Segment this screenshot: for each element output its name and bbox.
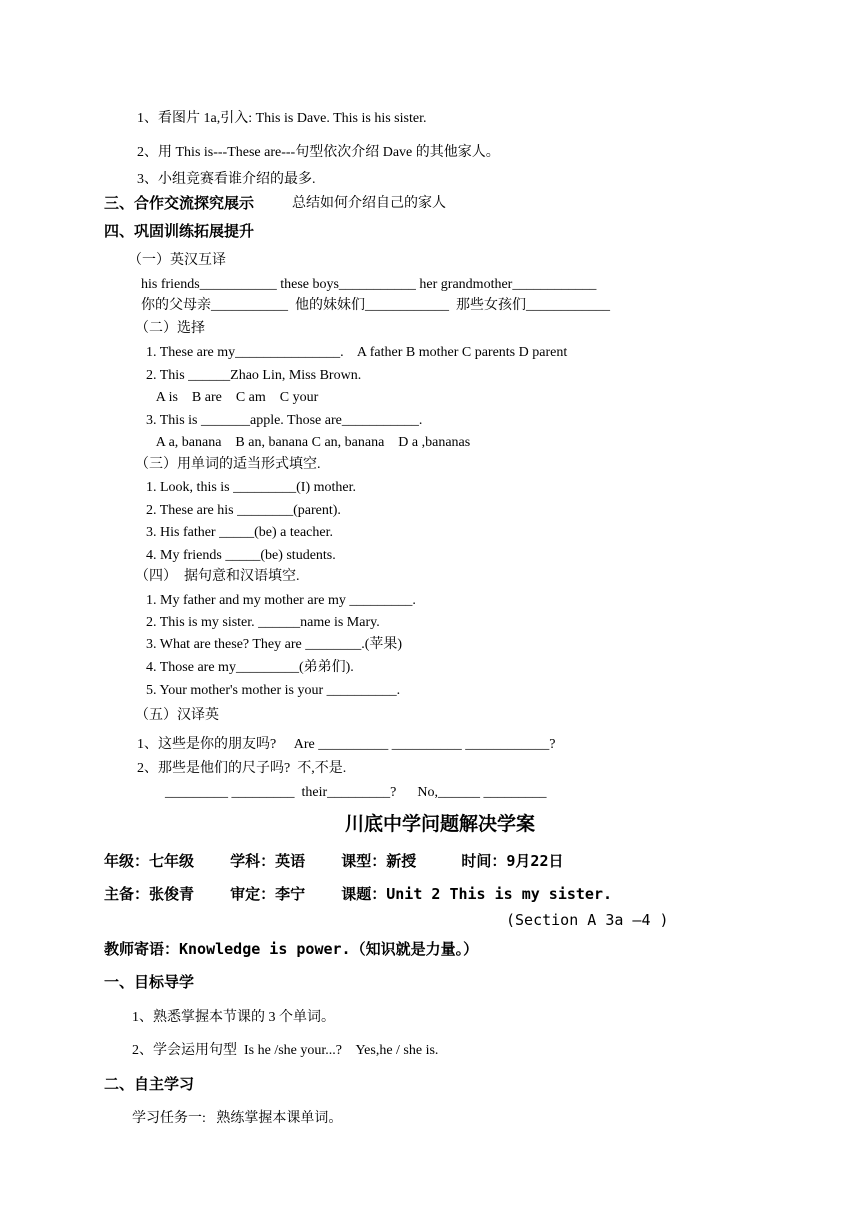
part-2-line: 2. This ______Zhao Lin, Miss Brown. (146, 368, 362, 383)
part-4-line: 3. What are these? They are ________.(苹果) (146, 637, 403, 652)
section-a-item: 2、学会运用句型 Is he /she your...? Yes,he / she is. (132, 1043, 439, 1058)
section-4-heading: 四、巩固训练拓展提升 (104, 222, 255, 240)
section-3-heading: 三、合作交流探究展示 (104, 194, 255, 212)
part-2-line: A is B are C am C your (146, 390, 319, 405)
part-5-label: （五）汉译英 (135, 708, 219, 723)
step-2: 2、用 This is---These are---句型依次介绍 Dave 的其他家人。 (137, 145, 500, 160)
part-4-line: 1. My father and my mother are my _________. (146, 593, 416, 608)
section-a-heading: 一、目标导学 (104, 973, 195, 991)
part-5-line: 2、那些是他们的尺子吗? 不,不是. (137, 761, 347, 776)
part-3-label: （三）用单词的适当形式填空. (135, 457, 321, 472)
section-b-heading: 二、自主学习 (104, 1075, 195, 1093)
part-3-line: 2. These are his ________(parent). (146, 503, 341, 518)
part-4-line: 5. Your mother's mother is your __________. (146, 683, 401, 698)
step-1: 1、看图片 1a,引入: This is Dave. This is his sister. (137, 111, 427, 126)
part-3-line: 4. My friends _____(be) students. (146, 548, 336, 563)
part-1-label: （一）英汉互译 (128, 253, 226, 268)
section-b-task: 学习任务一: 熟练掌握本课单词。 (132, 1111, 343, 1126)
step-3: 3、小组竞赛看谁介绍的最多. (137, 172, 316, 187)
part-1-line-2: 你的父母亲___________ 他的妹妹们____________ 那些女孩们____________ (141, 298, 610, 313)
part-1-line-1: his friends___________ these boys___________ her grandmother____________ (141, 277, 597, 292)
part-5-line: _________ _________ their_________? No,______ _________ (137, 785, 547, 800)
part-3-line: 3. His father _____(be) a teacher. (146, 525, 333, 540)
info-row-3: (Section A 3a —4 ) (506, 911, 669, 929)
part-2-line: A a, banana B an, banana C an, banana D a ,bananas (146, 435, 471, 450)
part-2-line: 3. This is _______apple. Those are___________. (146, 413, 423, 428)
part-4-line: 4. Those are my_________(弟弟们). (146, 660, 354, 675)
section-a-item: 1、熟悉掌握本节课的 3 个单词。 (132, 1010, 335, 1025)
section-3-note: 总结如何介绍自己的家人 (292, 196, 446, 211)
part-2-line: 1. These are my_______________. A father B mother C parents D parent (146, 345, 568, 360)
teacher-motto: 教师寄语：Knowledge is power.（知识就是力量。） (104, 940, 479, 958)
page-title: 川底中学问题解决学案 (344, 813, 535, 835)
part-5-line: 1、这些是你的朋友吗? Are __________ __________ ____________? (137, 737, 556, 752)
part-3-line: 1. Look, this is _________(I) mother. (146, 480, 356, 495)
info-row-1: 年级：七年级 学科：英语 课型：新授 时间：9月22日 (104, 852, 564, 870)
part-2-label: （二）选择 (135, 321, 205, 336)
part-4-line: 2. This is my sister. ______name is Mary. (146, 615, 380, 630)
info-row-2: 主备：张俊青 审定：李宁 课题：Unit 2 This is my sister. (104, 885, 613, 903)
part-4-label: （四） 据句意和汉语填空. (135, 569, 300, 584)
